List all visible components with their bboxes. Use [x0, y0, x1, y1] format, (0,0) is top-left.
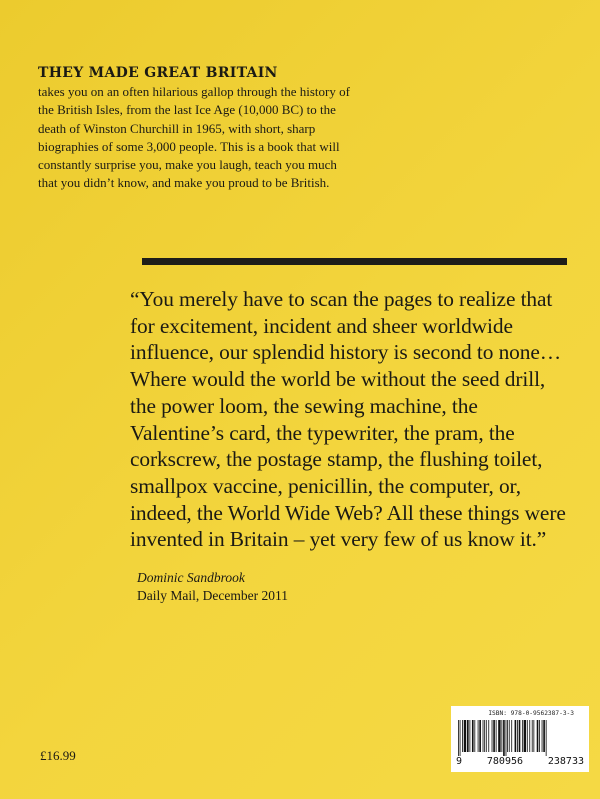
barcode-digit-lead: 9	[456, 756, 463, 767]
barcode-icon	[456, 720, 584, 756]
review-quote	[130, 286, 570, 605]
quote-text: “You merely have to scan the pages to realize that for excitement, incident and sheer worldwide influence, our splendid history is second to none… Where would the world be without the seed drill, the power loom, the sewing machine, the Valentine’s card, the typewriter, the pram, the corkscrew, the postage stamp, the flushing toilet, smallpox vaccine, penicillin, the computer, or, indeed, the World Wide Web? All these things were invented in Britain – yet very few of us know it.”	[130, 287, 566, 552]
isbn-label: ISBN: 978-0-9562387-3-3	[488, 710, 574, 717]
barcode-digit-group-2: 238733	[547, 756, 584, 767]
blurb-body: takes you on an often hilarious gallop through the history of the British Isles, from the last Ice Age (10,000 BC) to the death of Winston Churchill in 1965, with short, sharp biographies of some 3,000 people. This is a book that will constantly surprise you, make you laugh, teach you much that you didn’t know, and make you proud to be British.	[38, 84, 350, 191]
quote-author: Dominic Sandbrook	[137, 570, 245, 586]
blurb-title: THEY MADE GREAT BRITAIN	[38, 65, 278, 81]
barcode-digit-group-1: 780956	[486, 756, 524, 767]
blurb	[38, 64, 358, 193]
barcode-digits	[456, 756, 584, 767]
divider-rule	[142, 258, 567, 265]
quote-source: Daily Mail, December 2011	[137, 588, 288, 604]
barcode-block	[451, 706, 589, 772]
price-label: £16.99	[40, 748, 76, 763]
